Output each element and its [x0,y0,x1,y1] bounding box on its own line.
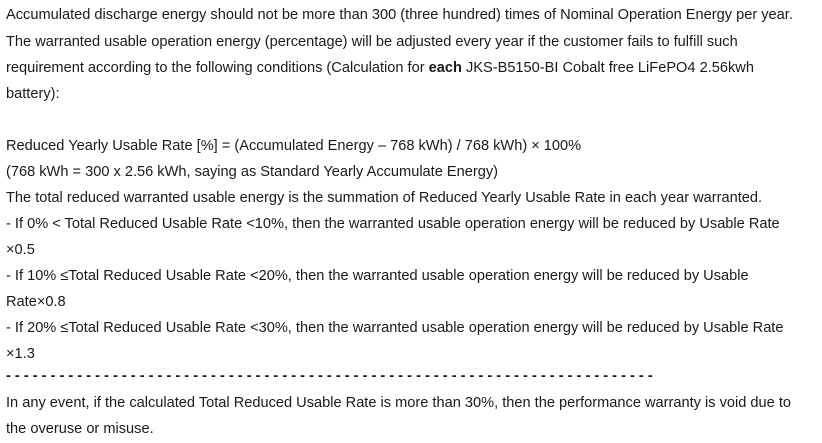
condition-line-continued: ×1.3 [6,346,35,362]
paragraph-line: Accumulated discharge energy should not be more than 300 (three hundred) times of Nominal Operation Energy per year. [6,7,793,23]
footer-line: the overuse or misuse. [6,421,154,437]
text-segment: requirement according to the following conditions (Calculation for [6,60,429,76]
text-segment: JKS-B5150-BI Cobalt free LiFePO4 2.56kwh [461,60,754,76]
paragraph-line: The warranted usable operation energy (percentage) will be adjusted every year if the customer fails to fulfill such [6,34,738,50]
footer-line: In any event, if the calculated Total Reduced Usable Rate is more than 30%, then the performance warranty is void due to [6,395,791,411]
paragraph-line-with-bold [6,58,754,78]
condition-line: - If 20% ≤Total Reduced Usable Rate <30%, then the warranted usable operation energy will be reduced by Usable Rate [6,320,784,336]
condition-line-continued: ×0.5 [6,242,35,258]
formula-line: Reduced Yearly Usable Rate [%] = (Accumulated Energy – 768 kWh) / 768 kWh) × 100% [6,138,582,154]
paragraph-line: battery): [6,86,60,102]
condition-line: - If 10% ≤Total Reduced Usable Rate <20%, then the warranted usable operation energy will be reduced by Usable [6,268,749,284]
bold-emphasis: each [428,60,462,76]
dashed-separator: - - - - - - - - - - - - - - - - - - - - - - - - - - - - - - - - - - - - - - - - - - - - - - - - - - - - - - - - - - - - - - - - - - - - - - - - - [6,368,653,384]
summation-rule: The total reduced warranted usable energy is the summation of Reduced Yearly Usable Rate in each year warranted. [6,190,763,206]
condition-line-continued: Rate×0.8 [6,294,66,310]
formula-note: (768 kWh = 300 x 2.56 kWh, saying as Standard Yearly Accumulate Energy) [6,164,498,180]
condition-line: - If 0% < Total Reduced Usable Rate <10%, then the warranted usable operation energy will be reduced by Usable Rate [6,216,780,232]
